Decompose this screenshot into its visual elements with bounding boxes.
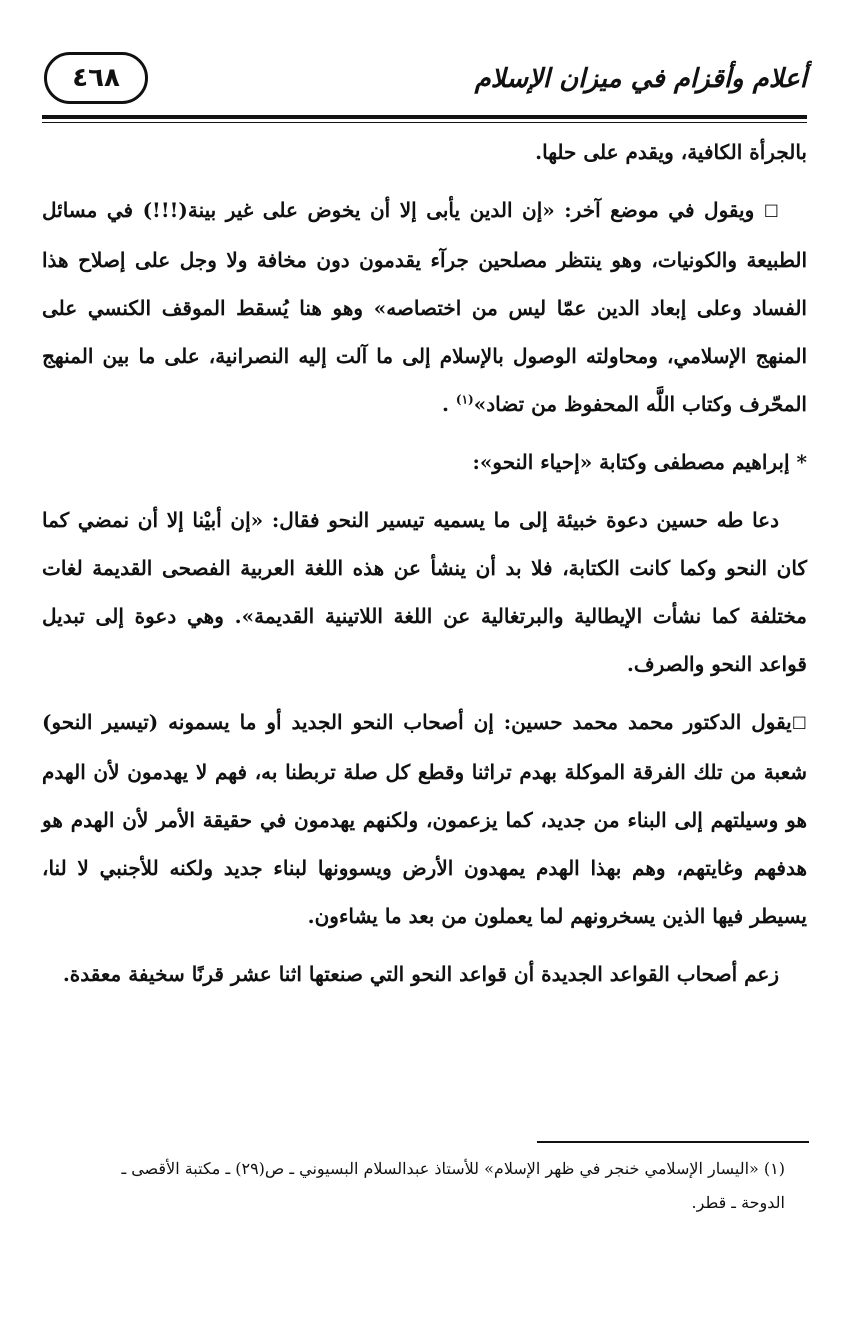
page-number: ٤٦٨ <box>44 52 148 104</box>
running-title: أعلام وأقزام في ميزان الإسلام <box>474 64 807 94</box>
paragraph-2-text: ويقول في موضع آخر: «إن الدين يأبى إلا أن يخوض على غير بينة(!!!) في مسائل الطبيعة والكونيات، وهو ينتظر مصلحين جرآء يقدمون دون مخافة ولا وجل على إصلاح هذا الفساد وعلى إبعاد الدين عمّا ليس من اختصاصه» وهو هنا يُسقط الموقف الكنسي على المنهج الإسلامي، ومحاولته الوصول بالإسلام إلى ما آلت إليه النصرانية، على ما بين المنهج المحّرف وكتاب اللَّه المحفوظ من تضاد» <box>42 198 807 416</box>
footnote-1: (١) «اليسار الإسلامي خنجر في ظهر الإسلام» للأستاذ عبدالسلام البسيوني ـ ص(٢٩) ـ مكتبة الأقصى ـ الدوحة ـ قطر. <box>121 1159 785 1212</box>
header-rule <box>42 115 807 119</box>
paragraph-4-text: يقول الدكتور محمد محمد حسين: إن أصحاب النحو الجديد أو ما يسمونه (تيسير النحو) شعبة من تلك الفرقة الموكلة بهدم تراثنا وقطع كل صلة تربطنا به، فهم لا يهدمون لأن الهدم هو وسيلتهم إلى البناء من جديد، كما يزعمون، ولكنهم يهدمون في حقيقة الأمر لأن الهدم هو هدفهم وغايتهم، وهم بهذا الهدم يمهدون الأرض ويسوونها لبناء جديد ولكنه للأجنبي لا لنا، يسيطر فيها الذين يسخرونهم لما يعملون من بعد ما يشاءون. <box>42 710 807 928</box>
page-header <box>42 52 807 112</box>
page-body <box>42 128 807 998</box>
paragraph-4 <box>42 698 807 940</box>
section-heading <box>42 438 807 486</box>
section-heading-text: إبراهيم مصطفى وكتابة «إحياء النحو»: <box>472 450 790 474</box>
header-rule-thin <box>42 122 807 123</box>
footnotes <box>80 1152 785 1220</box>
footnote-ref: (١) <box>455 392 474 407</box>
paragraph-5: زعم أصحاب القواعد الجديدة أن قواعد النحو التي صنعتها اثنا عشر قرنًا سخيفة معقدة. <box>62 962 779 986</box>
paragraph-marker-icon: ☐ <box>763 202 780 222</box>
paragraph-1: بالجرأة الكافية، ويقدم على حلها. <box>535 140 807 164</box>
paragraph-2-end: . <box>441 392 456 416</box>
paragraph-marker-icon: ☐ <box>791 714 807 734</box>
footnote-separator <box>537 1141 809 1143</box>
asterisk-icon: * <box>796 450 807 474</box>
paragraph-2 <box>42 186 807 428</box>
paragraph-3: دعا طه حسين دعوة خبيئة إلى ما يسميه تيسير النحو فقال: «إن أبيْنا إلا أن نمضي كما كان النحو وكما كانت الكتابة، فلا بد أن ينشأ عن هذه اللغة العربية الفصحى القديمة لغات مختلفة كما نشأت الإيطالية والبرتغالية عن اللغة اللاتينية القديمة». وهي دعوة إلى تبديل قواعد النحو والصرف. <box>42 508 807 676</box>
